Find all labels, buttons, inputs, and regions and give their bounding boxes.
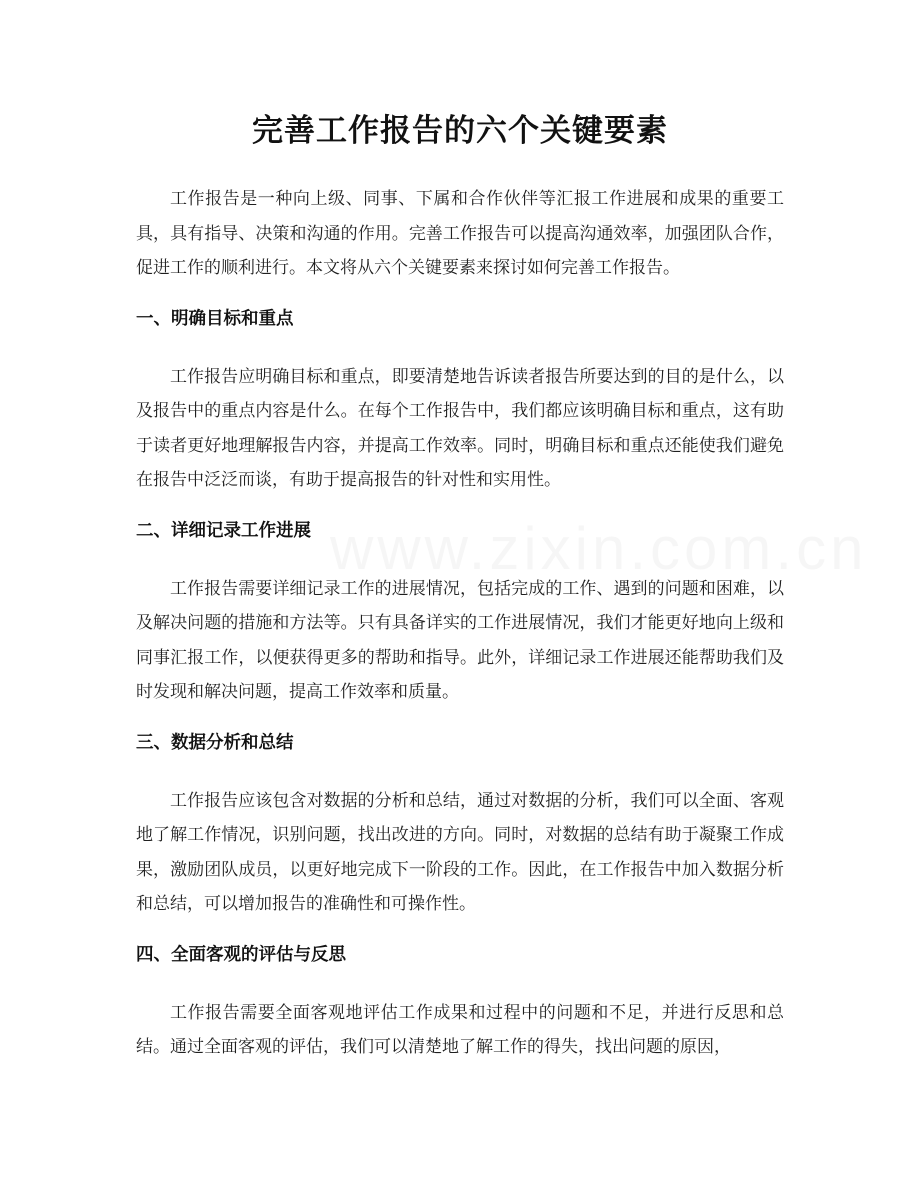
document-title: 完善工作报告的六个关键要素 <box>252 113 668 149</box>
section-heading-4: 四、全面客观的评估与反思 <box>136 944 346 965</box>
section-body-3: 工作报告应该包含对数据的分析和总结，通过对数据的分析，我们可以全面、客观地了解工作情况，识别问题，找出改进的方向。同时，对数据的总结有助于凝聚工作成果，激励团队成员，以更好地完成下一阶段的工作。因此，在工作报告中加入数据分析和总结，可以增加报告的准确性和可操作性。 <box>136 790 784 914</box>
section-heading-3: 三、数据分析和总结 <box>136 732 294 753</box>
section-body-4: 工作报告需要全面客观地评估工作成果和过程中的问题和不足，并进行反思和总结。通过全面客观的评估，我们可以清楚地了解工作的得失，找出问题的原因， <box>136 1002 784 1057</box>
section-body-1: 工作报告应明确目标和重点，即要清楚地告诉读者报告所要达到的目的是什么，以及报告中的重点内容是什么。在每个工作报告中，我们都应该明确目标和重点，这有助于读者更好地理解报告内容，并提高工作效率。同时，明确目标和重点还能使我们避免在报告中泛泛而谈，有助于提高报告的针对性和实用性。 <box>136 366 784 490</box>
section-heading-1: 一、明确目标和重点 <box>136 308 294 329</box>
section-heading-2: 二、详细记录工作进展 <box>136 520 311 541</box>
intro-paragraph: 工作报告是一种向上级、同事、下属和合作伙伴等汇报工作进展和成果的重要工具，具有指导、决策和沟通的作用。完善工作报告可以提高沟通效率，加强团队合作，促进工作的顺利进行。本文将从六个关键要素来探讨如何完善工作报告。 <box>136 189 784 278</box>
section-body-2: 工作报告需要详细记录工作的进展情况，包括完成的工作、遇到的问题和困难，以及解决问题的措施和方法等。只有具备详实的工作进展情况，我们才能更好地向上级和同事汇报工作，以便获得更多的帮助和指导。此外，详细记录工作进展还能帮助我们及时发现和解决问题，提高工作效率和质量。 <box>136 578 784 702</box>
